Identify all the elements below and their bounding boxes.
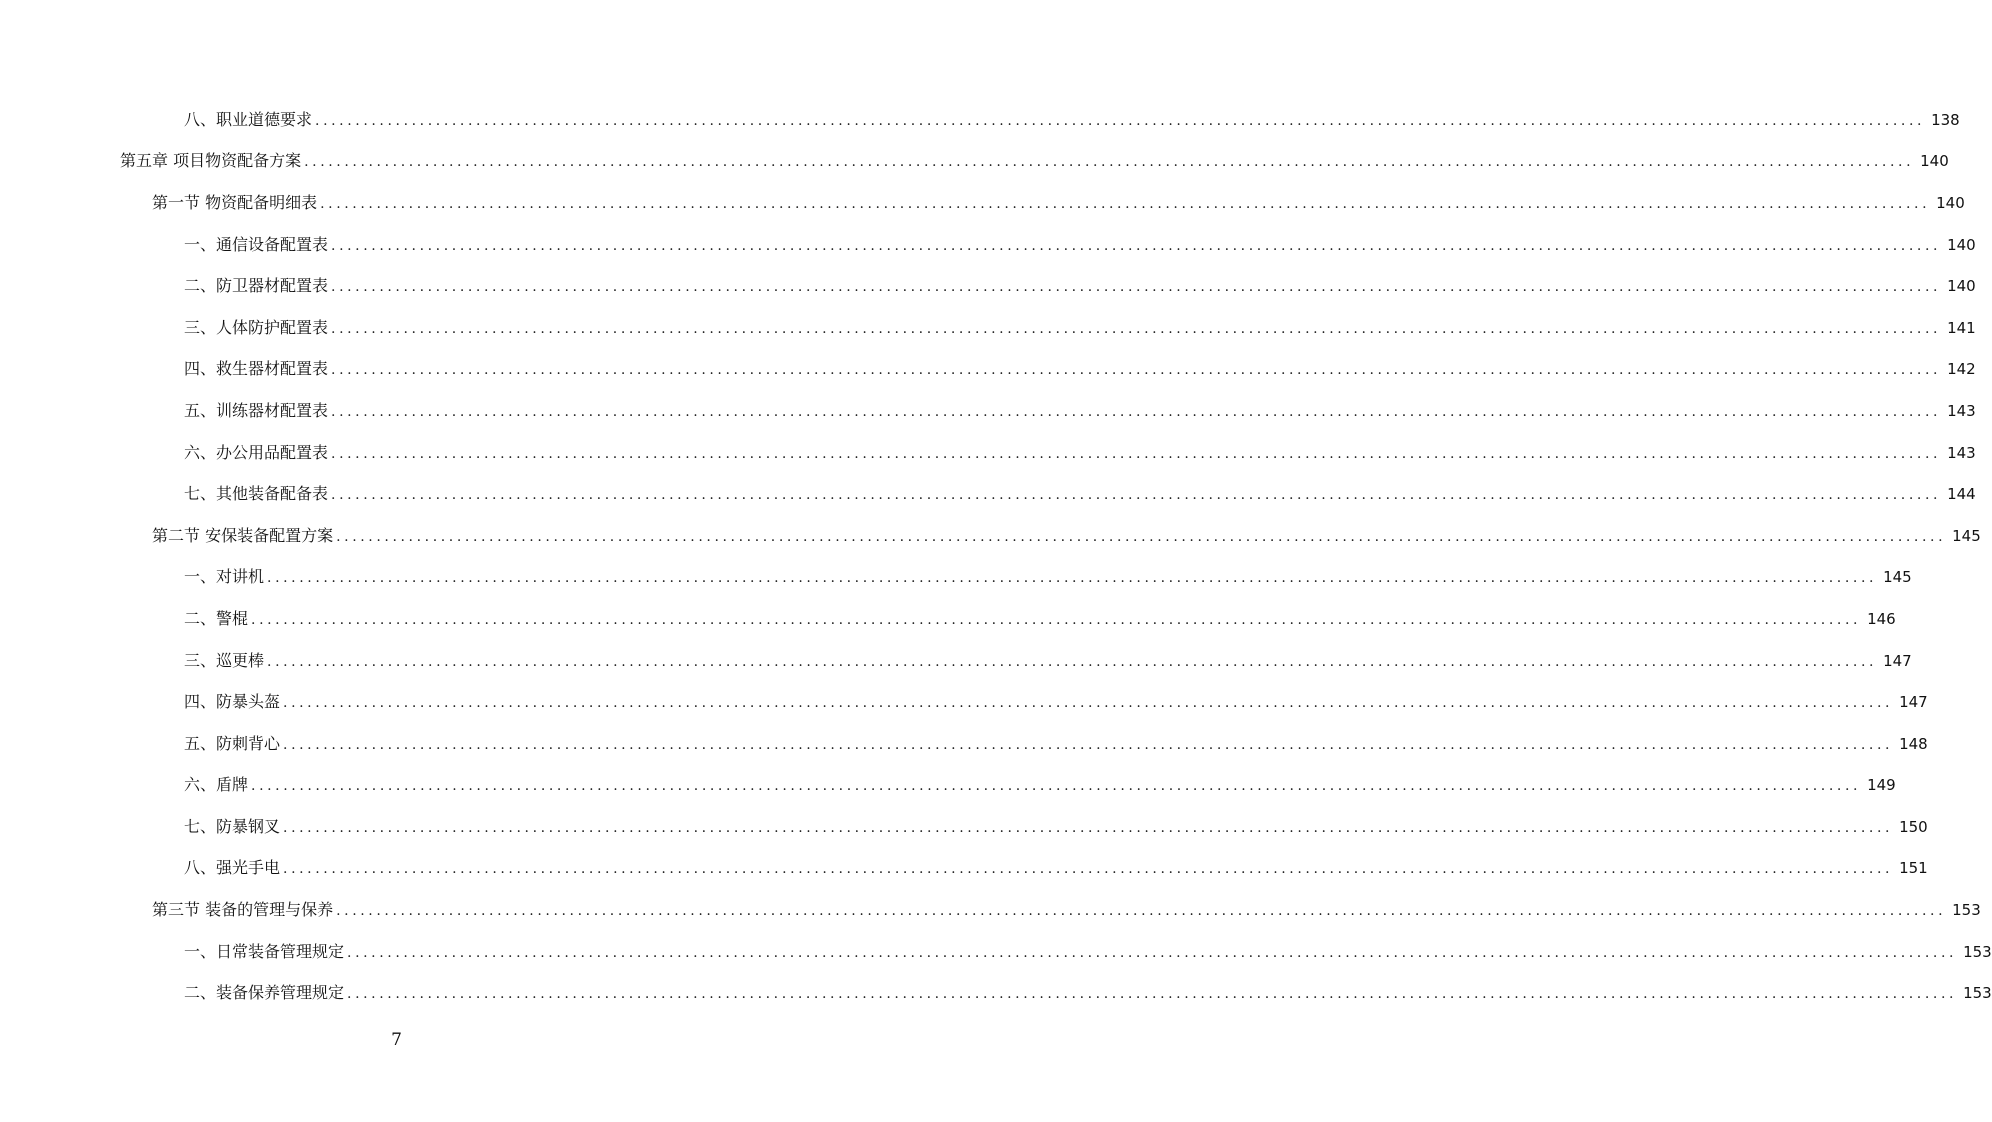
toc-entry-title: 第一节 物资配备明细表 — [152, 192, 318, 212]
toc-entry-title: 一、对讲机 — [184, 567, 265, 587]
toc-entry-page: 145 — [1952, 526, 1981, 545]
toc-entry-page: 140 — [1920, 152, 1949, 171]
toc-entry-title: 二、装备保养管理规定 — [184, 983, 345, 1003]
dot-leader: ........................................................................................................................................................................................................ — [331, 320, 1942, 337]
toc-entry — [0, 182, 1965, 224]
dot-leader: ........................................................................................................................................................................................................ — [347, 944, 1958, 961]
toc-entry-title: 一、通信设备配置表 — [184, 234, 329, 254]
toc-entry — [0, 806, 1928, 848]
toc-entry — [0, 931, 1992, 973]
toc-entry-page: 138 — [1931, 110, 1960, 129]
table-of-contents — [0, 99, 1992, 1014]
toc-entry — [0, 515, 1981, 557]
toc-entry — [0, 557, 1912, 599]
dot-leader: ........................................................................................................................................................................................................ — [331, 487, 1942, 504]
toc-entry-page: 146 — [1867, 609, 1896, 628]
dot-leader: ........................................................................................................................................................................................................ — [283, 819, 1894, 836]
toc-entry — [0, 99, 1960, 141]
toc-entry — [0, 972, 1992, 1014]
dot-leader: ........................................................................................................................................................................................................ — [283, 736, 1894, 753]
dot-leader: ........................................................................................................................................................................................................ — [331, 279, 1942, 296]
toc-entry-page: 144 — [1947, 485, 1976, 504]
toc-entry — [0, 765, 1896, 807]
dot-leader: ........................................................................................................................................................................................................ — [320, 195, 1931, 212]
toc-entry-page: 143 — [1947, 443, 1976, 462]
dot-leader: ........................................................................................................................................................................................................ — [336, 528, 1947, 545]
toc-entry — [0, 432, 1976, 474]
toc-entry-title: 第三节 装备的管理与保养 — [152, 900, 334, 920]
dot-leader: ........................................................................................................................................................................................................ — [267, 570, 1878, 587]
toc-entry-title: 六、办公用品配置表 — [184, 442, 329, 462]
toc-entry-page: 142 — [1947, 360, 1976, 379]
toc-entry-title: 八、职业道德要求 — [184, 109, 313, 129]
dot-leader: ........................................................................................................................................................................................................ — [315, 112, 1926, 129]
toc-entry-title: 三、人体防护配置表 — [184, 317, 329, 337]
toc-entry-page: 149 — [1867, 776, 1896, 795]
toc-entry — [0, 265, 1976, 307]
toc-entry — [0, 473, 1976, 515]
toc-entry — [0, 141, 1949, 183]
dot-leader: ........................................................................................................................................................................................................ — [304, 154, 1915, 171]
toc-entry-title: 第五章 项目物资配备方案 — [120, 151, 302, 171]
toc-entry — [0, 723, 1928, 765]
toc-entry-title: 四、防暴头盔 — [184, 692, 281, 712]
toc-entry-title: 八、强光手电 — [184, 858, 281, 878]
toc-entry — [0, 224, 1976, 266]
toc-entry-title: 五、训练器材配置表 — [184, 400, 329, 420]
dot-leader: ........................................................................................................................................................................................................ — [331, 445, 1942, 462]
toc-entry-page: 140 — [1947, 235, 1976, 254]
dot-leader: ........................................................................................................................................................................................................ — [251, 611, 1862, 628]
dot-leader: ........................................................................................................................................................................................................ — [267, 653, 1878, 670]
toc-entry-title: 七、防暴钢叉 — [184, 816, 281, 836]
toc-entry — [0, 640, 1912, 682]
dot-leader: ........................................................................................................................................................................................................ — [283, 695, 1894, 712]
toc-entry-title: 七、其他装备配备表 — [184, 484, 329, 504]
toc-entry-title: 第二节 安保装备配置方案 — [152, 525, 334, 545]
toc-entry-title: 六、盾牌 — [184, 775, 249, 795]
toc-entry-title: 五、防刺背心 — [184, 733, 281, 753]
dot-leader: ........................................................................................................................................................................................................ — [251, 778, 1862, 795]
toc-entry-title: 四、救生器材配置表 — [184, 359, 329, 379]
dot-leader: ........................................................................................................................................................................................................ — [331, 362, 1942, 379]
toc-entry-page: 153 — [1963, 984, 1992, 1003]
toc-entry-page: 153 — [1963, 942, 1992, 961]
toc-entry — [0, 848, 1928, 890]
toc-entry-page: 151 — [1899, 859, 1928, 878]
toc-entry-title: 二、防卫器材配置表 — [184, 276, 329, 296]
toc-entry — [0, 390, 1976, 432]
dot-leader: ........................................................................................................................................................................................................ — [331, 237, 1942, 254]
dot-leader: ........................................................................................................................................................................................................ — [331, 403, 1942, 420]
toc-entry-page: 145 — [1883, 568, 1912, 587]
toc-entry-title: 一、日常装备管理规定 — [184, 941, 345, 961]
toc-entry — [0, 889, 1981, 931]
dot-leader: ........................................................................................................................................................................................................ — [347, 986, 1958, 1003]
toc-entry-page: 153 — [1952, 901, 1981, 920]
toc-entry — [0, 598, 1896, 640]
toc-entry-page: 141 — [1947, 318, 1976, 337]
toc-entry-page: 148 — [1899, 734, 1928, 753]
toc-entry-page: 150 — [1899, 817, 1928, 836]
toc-entry-title: 三、巡更棒 — [184, 650, 265, 670]
toc-entry-page: 140 — [1936, 193, 1965, 212]
dot-leader: ........................................................................................................................................................................................................ — [283, 861, 1894, 878]
toc-entry-page: 147 — [1883, 651, 1912, 670]
dot-leader: ........................................................................................................................................................................................................ — [336, 903, 1947, 920]
page-number: 7 — [391, 1030, 402, 1050]
toc-entry-page: 143 — [1947, 401, 1976, 420]
toc-entry — [0, 307, 1976, 349]
toc-entry — [0, 349, 1976, 391]
toc-entry-page: 140 — [1947, 277, 1976, 296]
toc-entry-page: 147 — [1899, 693, 1928, 712]
toc-entry — [0, 681, 1928, 723]
toc-entry-title: 二、警棍 — [184, 608, 249, 628]
